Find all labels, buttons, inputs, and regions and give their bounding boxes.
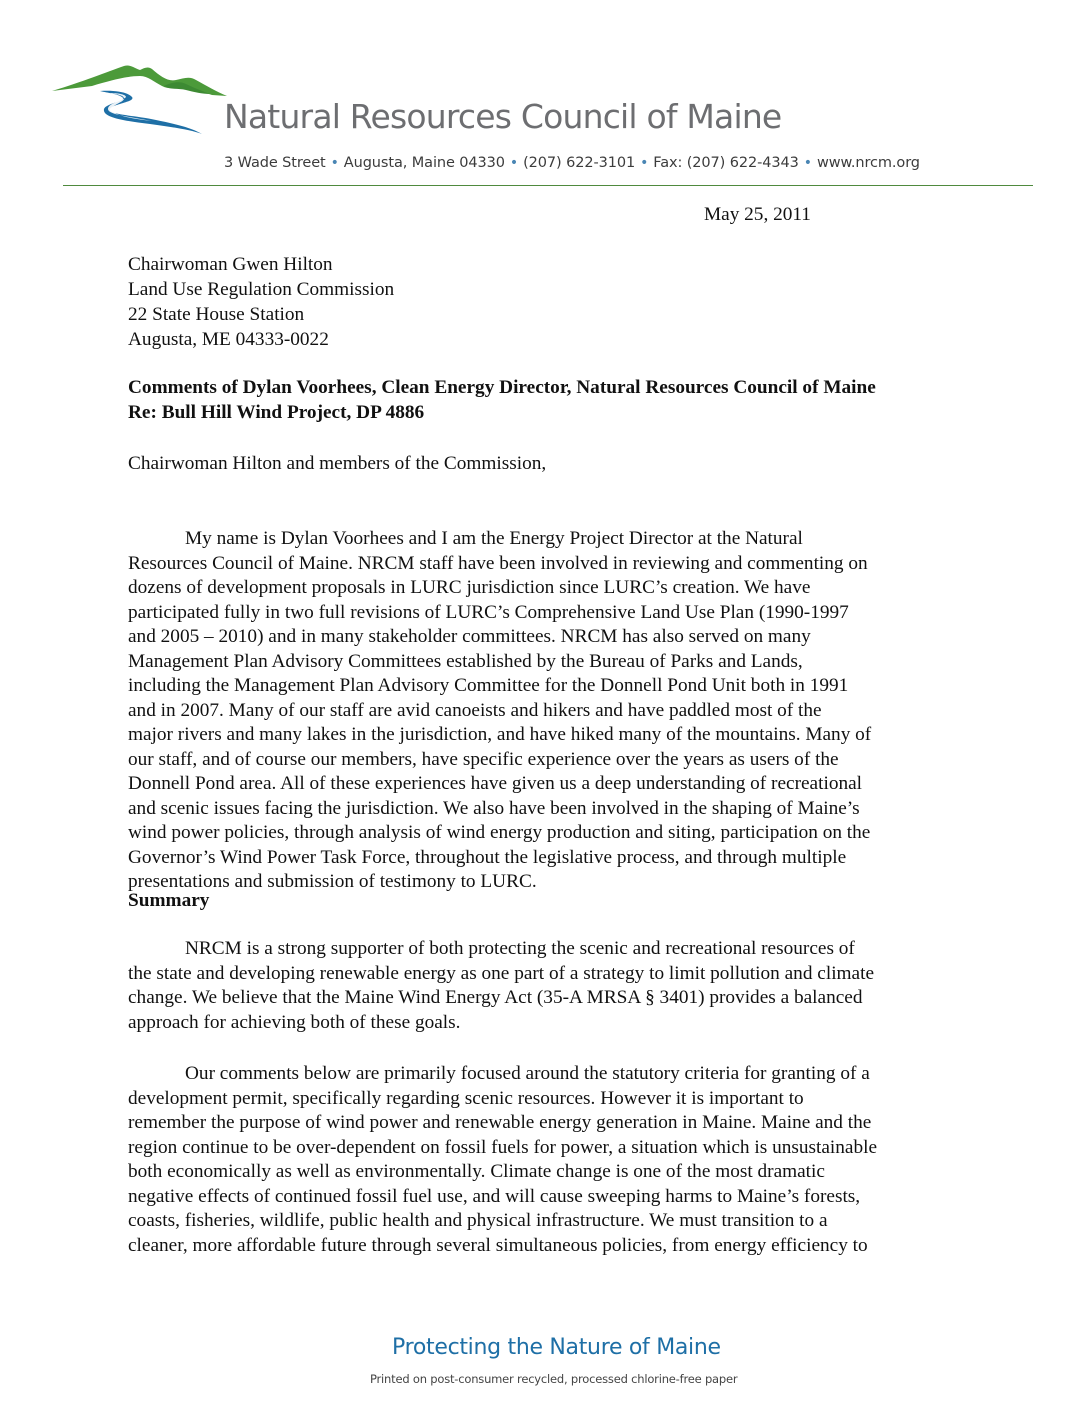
text-line: Resources Council of Maine. NRCM staff have been involved in reviewing and commenting on [128,552,868,574]
phone-number: (207) 622-3101 [523,155,636,171]
bullet-separator-icon: • [640,155,649,171]
bullet-separator-icon: • [330,155,339,171]
summary-heading: Summary [128,890,210,911]
text-line: remember the purpose of wind power and renewable energy generation in Maine. Maine and the [128,1112,872,1133]
recipient-line: Land Use Regulation Commission [128,279,395,300]
city-address: Augusta, Maine 04330 [343,155,505,171]
mountains-river-logo-icon [52,60,227,140]
bullet-separator-icon: • [509,155,519,171]
footer-printed-note: Printed on post-consumer recycled, processed chlorine-free paper [370,1372,738,1386]
website-link[interactable]: www.nrcm.org [816,155,920,171]
text-line: and in 2007. Many of our staff are avid canoeists and hikers and have paddled most of the [128,699,822,721]
text-line: wind power policies, through analysis of wind energy production and siting, participation on the [128,822,871,843]
text-line: Governor’s Wind Power Task Force, throughout the legislative process, and through multiple [128,846,847,868]
recipient-line: Augusta, ME 04333-0022 [128,329,329,350]
text-line: cleaner, more affordable future through several simultaneous policies, from energy efficiency to [128,1234,868,1256]
text-line: My name is Dylan Voorhees and I am the Energy Project Director at the Natural [185,528,803,549]
text-line: including the Management Plan Advisory Committee for the Donnell Pond Unit both in 1991 [128,675,849,696]
recipient-line: 22 State House Station [128,304,305,325]
text-line: development permit, specifically regarding scenic resources. However it is important to [128,1087,804,1109]
text-line: major rivers and many lakes in the jurisdiction, and have hiked many of the mountains. Many of [128,724,872,745]
paragraph-summary [128,937,968,1035]
text-line: approach for achieving both of these goals. [128,1011,461,1033]
paragraph-comments [128,1062,968,1258]
organization-name: Natural Resources Council of Maine [224,97,782,136]
text-line: Management Plan Advisory Committees established by the Bureau of Parks and Lands, [128,650,803,672]
bullet-separator-icon: • [803,155,812,171]
text-line: Our comments below are primarily focused around the statutory criteria for granting of a [185,1063,870,1084]
header-divider [63,185,1033,186]
fax-number: Fax: (207) 622-4343 [653,155,799,171]
text-line: dozens of development proposals in LURC jurisdiction since LURC’s creation. We have [128,577,811,598]
footer-tagline: Protecting the Nature of Maine [392,1335,721,1360]
paragraph-introduction [128,527,968,895]
subject-line: Re: Bull Hill Wind Project, DP 4886 [128,402,425,423]
letter-date: May 25, 2011 [704,204,811,225]
subject-line: Comments of Dylan Voorhees, Clean Energy Director, Natural Resources Council of Maine [128,377,876,398]
text-line: negative effects of continued fossil fuel use, and will cause sweeping harms to Maine’s forests, [128,1185,861,1207]
street-address: 3 Wade Street [224,155,326,171]
recipient-line: Chairwoman Gwen Hilton [128,254,333,275]
salutation: Chairwoman Hilton and members of the Commission, [128,453,547,474]
text-line: coasts, fisheries, wildlife, public health and physical infrastructure. We must transition to a [128,1210,828,1231]
text-line: region continue to be over-dependent on fossil fuels for power, a situation which is unsustainable [128,1136,878,1158]
text-line: change. We believe that the Maine Wind Energy Act (35-A MRSA § 3401) provides a balanced [128,987,863,1008]
text-line: NRCM is a strong supporter of both protecting the scenic and recreational resources of [185,938,855,959]
recipient-address [128,253,394,353]
contact-line [224,155,920,171]
text-line: both economically as well as environmentally. Climate change is one of the most dramatic [128,1161,825,1182]
text-line: Donnell Pond area. All of these experiences have given us a deep understanding of recreational [128,773,863,794]
text-line: and scenic issues facing the jurisdiction. We also have been involved in the shaping of Maine’s [128,797,860,819]
text-line: the state and developing renewable energy as one part of a strategy to limit pollution and climate [128,962,875,984]
text-line: presentations and submission of testimony to LURC. [128,871,537,892]
text-line: our staff, and of course our members, have specific experience over the years as users of the [128,748,839,770]
text-line: participated fully in two full revisions of LURC’s Comprehensive Land Use Plan (1990-1997 [128,601,849,623]
subject-block [128,376,876,426]
text-line: and 2005 – 2010) and in many stakeholder committees. NRCM has also served on many [128,626,811,647]
